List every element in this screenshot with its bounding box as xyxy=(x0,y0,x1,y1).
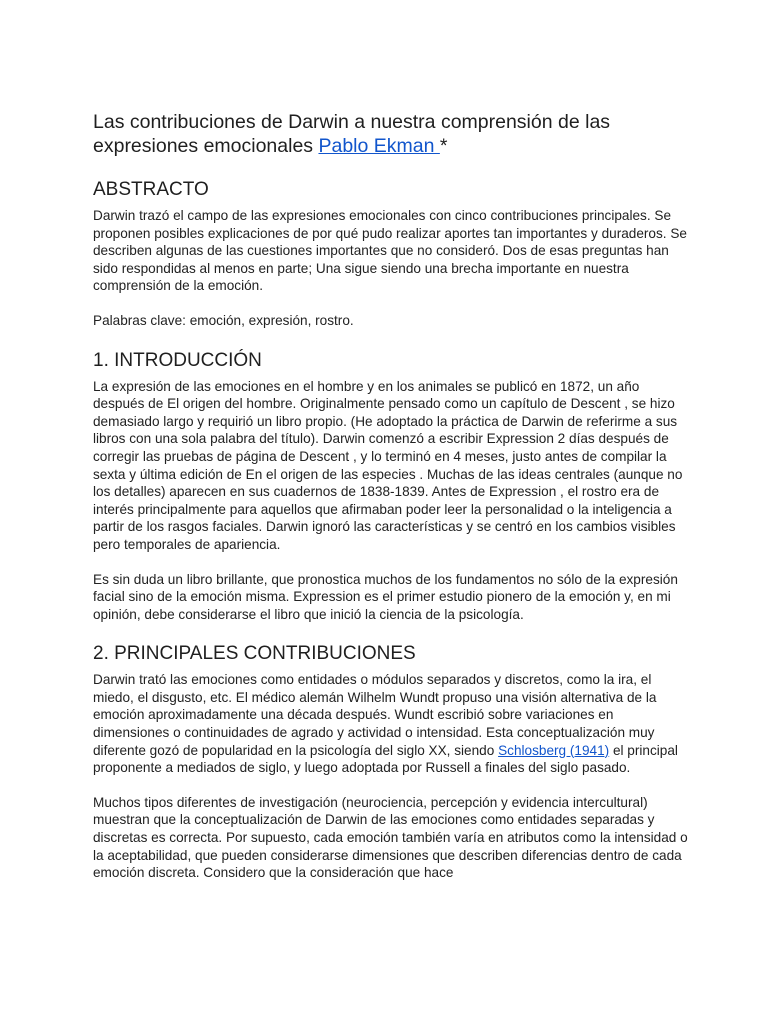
title-asterisk: * xyxy=(439,135,448,157)
contributions-paragraph-2: Muchos tipos diferentes de investigación (neurociencia, percepción y evidencia intercultural) muestran que la conceptualización de Darwin de las emociones como entidades separadas y discretas es correcta. Por supuesto, cada emoción también varía en atributos como la intensidad o la aceptabilidad, que pueden considerarse dimensiones que describen diferencias dentro de cada emoción discreta. Considero que la consideración que hace xyxy=(93,794,688,881)
keywords-paragraph: Palabras clave: emoción, expresión, rostro. xyxy=(93,312,354,328)
schlosberg-citation-link[interactable]: Schlosberg (1941) xyxy=(498,742,610,758)
introduction-paragraph-2: Es sin duda un libro brillante, que pronostica muchos de los fundamentos no sólo de la expresión facial sino de la emoción misma. Expression es el primer estudio pionero de la emoción y, en mi opinión, debe considerarse el libro que inició la ciencia de la psicología. xyxy=(93,571,678,622)
abstract-heading: ABSTRACTO xyxy=(93,179,209,200)
contributions-heading: 2. PRINCIPALES CONTRIBUCIONES xyxy=(93,643,416,665)
introduction-paragraph-1: La expresión de las emociones en el hombre y en los animales se publicó en 1872, un año después de El origen del hombre. Originalmente pensado como un capítulo de Descent , se hizo demasiado largo y requirió un libro propio. (He adoptado la práctica de Darwin de referirme a sus libros con una sola palabra del título). Darwin comenzó a escribir Expression 2 días después de corregir las pruebas de página de Descent , y lo terminó en 4 meses, justo antes de compilar la sexta y última edición de En el origen de las especies . Muchas de las ideas centrales (aunque no los detalles) aparecen en sus cuadernos de 1838-1839. Antes de Expression , el rostro era de interés principalmente para aquellos que afirmaban poder leer la personalidad o la inteligencia a partir de los rasgos faciales. Darwin ignoró las características y se centró en los cambios visibles pero temporales de apariencia. xyxy=(93,378,683,552)
introduction-heading: 1. INTRODUCCIÓN xyxy=(93,349,262,371)
title-text: Las contribuciones de Darwin a nuestra comprensión de las expresiones emocionales xyxy=(93,111,611,157)
author-link[interactable]: Pablo Ekman xyxy=(318,135,440,157)
contributions-paragraph-1-end: el principal proponente a mediados de siglo, y luego adoptada por Russell a finales del siglo pasado. xyxy=(93,742,678,776)
contributions-paragraph-1 xyxy=(93,671,688,777)
document-title xyxy=(93,110,688,158)
contributions-paragraph-1-start: Darwin trató las emociones como entidades o módulos separados y discretos, como la ira, el miedo, el disgusto, etc. El médico alemán Wilhelm Wundt propuso una visión alternativa de la emoción aproximadamente una década después. Wundt escribió sobre variaciones en dimensiones o continuidades de agrado y actividad o intensidad. Esta conceptualización muy diferente gozó de popularidad en la psicología del siglo XX, siendo xyxy=(93,672,657,758)
abstract-paragraph: Darwin trazó el campo de las expresiones emocionales con cinco contribuciones principales. Se proponen posibles explicaciones de por qué pudo realizar aportes tan importantes y duraderos. Se describen algunas de las cuestiones importantes que no consideró. Dos de esas preguntas han sido respondidas al menos en parte; Una sigue siendo una brecha importante en nuestra comprensión de la emoción. xyxy=(93,208,687,294)
